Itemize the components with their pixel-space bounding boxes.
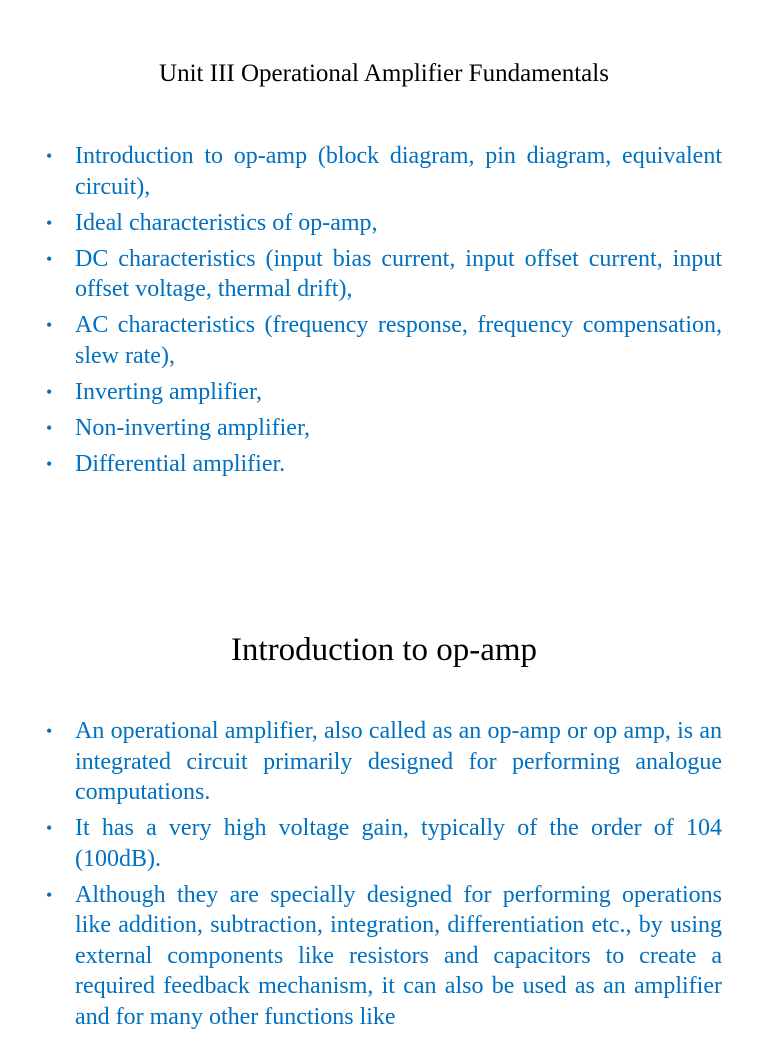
bullet-icon: • xyxy=(46,417,53,438)
outline-bullet-list xyxy=(46,141,722,485)
list-item xyxy=(46,208,722,239)
list-item xyxy=(46,377,722,408)
bullet-icon: • xyxy=(46,453,53,474)
list-item-text: Differential amplifier. xyxy=(75,450,286,477)
intro-bullet-list xyxy=(46,716,722,1038)
slide-title: Introduction to op-amp xyxy=(230,632,538,668)
list-item-text: An operational amplifier, also called as an op-amp or op amp, is an integrated circuit primarily designed for performing analogue computations. xyxy=(75,718,722,805)
bullet-icon: • xyxy=(46,381,53,402)
bullet-icon: • xyxy=(46,884,53,905)
list-item xyxy=(46,813,722,874)
list-item xyxy=(46,310,722,371)
list-item-text: It has a very high voltage gain, typically of the order of 104 (100dB). xyxy=(75,815,722,872)
bullet-icon: • xyxy=(46,248,53,269)
list-item-text: AC characteristics (frequency response, frequency compensation, slew rate), xyxy=(75,312,722,369)
bullet-icon: • xyxy=(46,212,53,233)
list-item-text: Ideal characteristics of op-amp, xyxy=(75,209,378,236)
list-item-text: Inverting amplifier, xyxy=(75,378,262,405)
bullet-icon: • xyxy=(46,146,53,166)
bullet-icon: • xyxy=(46,721,53,741)
slide-intro-op-amp xyxy=(0,600,768,1030)
list-item xyxy=(46,141,722,202)
slide-title: Unit III Operational Amplifier Fundamentals xyxy=(159,60,609,87)
list-item xyxy=(46,880,722,1033)
list-item-text: Non-inverting amplifier, xyxy=(75,414,310,441)
list-item xyxy=(46,449,722,480)
list-item-text: Although they are specially designed for performing operations like addition, subtraction, integration, differentiation etc., by using external components like resistors and capacitors to create a required feedback mechanism, it can also be used as an amplifier and for many other functions like xyxy=(75,881,722,1030)
list-item-text: Introduction to op-amp (block diagram, pin diagram, equivalent circuit), xyxy=(75,143,722,200)
list-item xyxy=(46,413,722,444)
list-item xyxy=(46,716,722,808)
list-item xyxy=(46,244,722,305)
bullet-icon: • xyxy=(46,315,53,335)
bullet-icon: • xyxy=(46,818,53,838)
list-item-text: DC characteristics (input bias current, input offset current, input offset voltage, thermal drift), xyxy=(75,245,722,302)
